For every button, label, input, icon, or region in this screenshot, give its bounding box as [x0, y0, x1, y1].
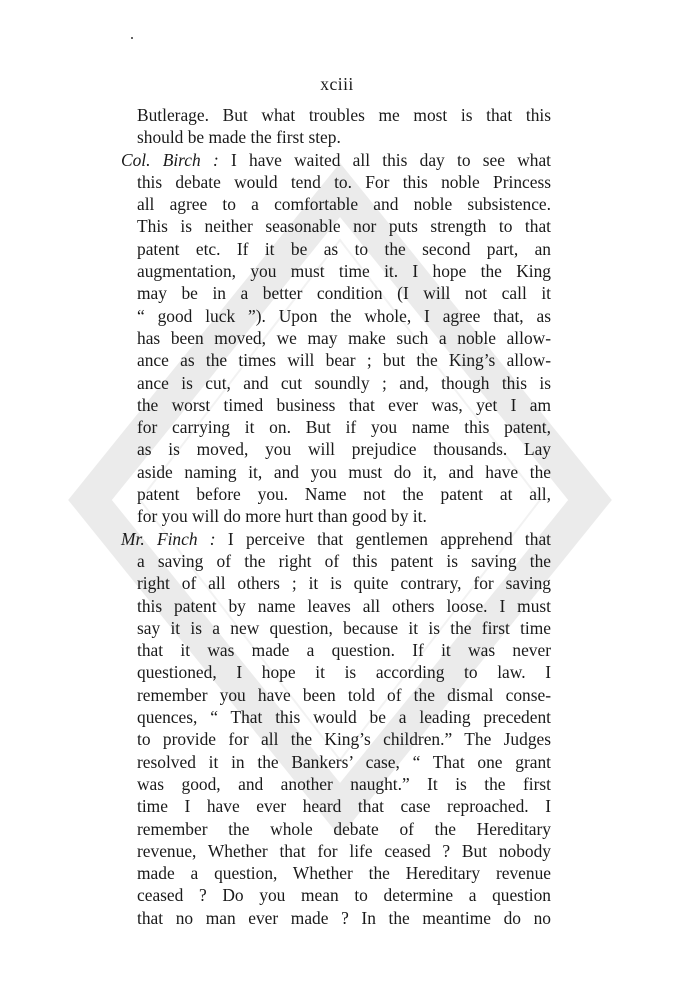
- text-line: “ good luck ”). Upon the whole, I agree that, as: [137, 305, 551, 326]
- text-line: ance is cut, and cut soundly ; and, though this is: [137, 372, 551, 393]
- text-line: a saving of the right of this patent is saving the: [137, 550, 551, 571]
- text-line: augmentation, you must time it. I hope the King: [137, 261, 551, 282]
- text-line: has been moved, we may make such a noble allow-: [137, 327, 551, 348]
- text-line: patent etc. If it be as to the second part, an: [137, 238, 551, 259]
- speaker-name: Mr. Finch :: [121, 528, 216, 549]
- text-line: patent before you. Name not the patent at all,: [137, 484, 551, 505]
- speaker-name: Col. Birch :: [121, 149, 219, 170]
- speech-first-line: [0, 149, 674, 171]
- body-text: [0, 104, 674, 929]
- text-line: this patent by name leaves all others loose. I must: [137, 595, 551, 616]
- text-line: questioned, I hope it is according to law. I: [137, 662, 551, 683]
- text-line: was good, and another naught.” It is the first: [137, 773, 551, 794]
- page-number: xciii: [320, 74, 354, 94]
- text-line: as is moved, you will prejudice thousands. Lay: [137, 439, 551, 460]
- text-line: may be in a better condition (I will not call it: [137, 283, 551, 304]
- text-line: to provide for all the King’s children.” The Judges: [137, 729, 551, 750]
- text-line: all agree to a comfortable and noble subsistence.: [137, 194, 551, 215]
- speech-text: I perceive that gentlemen apprehend that: [215, 528, 552, 549]
- text-line: aside naming it, and you must do it, and have the: [137, 461, 551, 482]
- text-line: resolved it in the Bankers’ case, “ That one grant: [137, 751, 551, 772]
- text-line: the worst timed business that ever was, yet I am: [137, 394, 551, 415]
- speech-first-line: [0, 528, 674, 550]
- text-line: remember the whole debate of the Hereditary: [137, 818, 551, 839]
- text-line: Butlerage. But what troubles me most is that this: [137, 105, 551, 125]
- text-line: this debate would tend to. For this noble Princess: [137, 171, 551, 192]
- text-line: that no man ever made ? In the meantime do no: [137, 907, 551, 928]
- ink-speck: [131, 37, 133, 39]
- text-line: ance as the times will bear ; but the King’s allow-: [137, 350, 551, 371]
- text-line: This is neither seasonable nor puts strength to that: [137, 216, 551, 237]
- text-line: for you will do more hurt than good by it.: [137, 506, 427, 527]
- text-line: ceased ? Do you mean to determine a question: [137, 885, 551, 906]
- text-line: that it was made a question. If it was never: [137, 640, 551, 661]
- text-line: for carrying it on. But if you name this patent,: [137, 417, 551, 438]
- text-line: made a question, Whether the Hereditary revenue: [137, 863, 551, 884]
- text-line: say it is a new question, because it is the first time: [137, 617, 551, 638]
- text-line: time I have ever heard that case reproached. I: [137, 796, 551, 817]
- text-line: quences, “ That this would be a leading precedent: [137, 707, 551, 728]
- text-line: should be made the first step.: [137, 127, 341, 148]
- speech-text: I have waited all this day to see what: [218, 149, 551, 170]
- text-line: remember you have been told of the dismal conse-: [137, 684, 551, 705]
- text-line: revenue, Whether that for life ceased ? But nobody: [137, 840, 551, 861]
- text-line: right of all others ; it is quite contrary, for saving: [137, 573, 551, 594]
